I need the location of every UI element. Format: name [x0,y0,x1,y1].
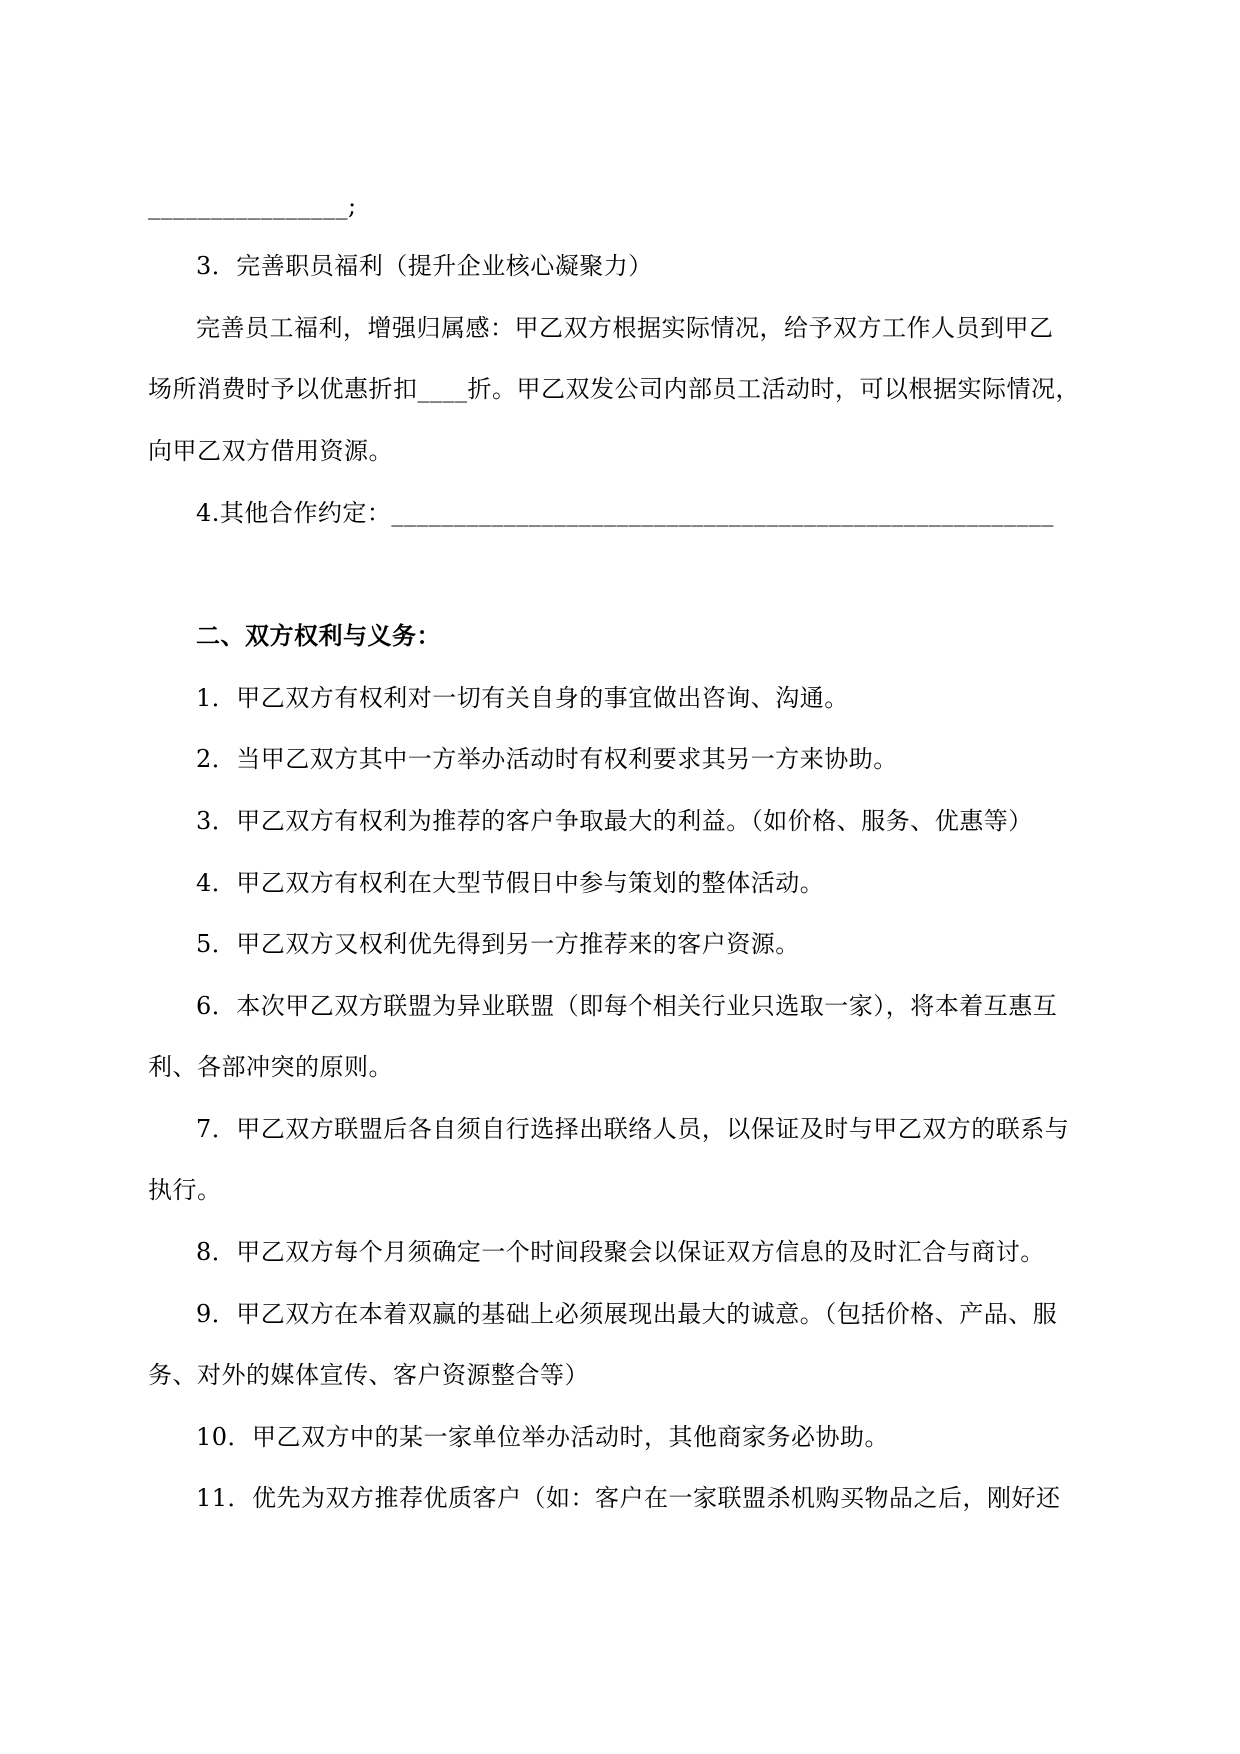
list-item-continuation: 务、对外的媒体宣传、客户资源整合等） [148,1361,589,1389]
list-item: 4．甲乙双方有权利在大型节假日中参与策划的整体活动。 [196,869,825,897]
list-item: 7．甲乙双方联盟后各自须自行选择出联络人员，以保证及时与甲乙双方的联系与 [196,1115,1070,1143]
list-item: 11．优先为双方推荐优质客户（如：客户在一家联盟杀机购买物品之后，刚好还 [196,1484,1061,1512]
list-item: 5．甲乙双方又权利优先得到另一方推荐来的客户资源。 [196,930,800,958]
list-item: 10．甲乙双方中的某一家单位举办活动时，其他商家务必协助。 [196,1423,890,1451]
list-item: 3．甲乙双方有权利为推荐的客户争取最大的利益。（如价格、服务、优惠等） [196,807,1033,835]
list-item: 9．甲乙双方在本着双赢的基础上必须展现出最大的诚意。（包括价格、产品、服 [196,1300,1058,1328]
list-item-continuation: 执行。 [148,1176,222,1204]
list-item: 2．当甲乙双方其中一方举办活动时有权利要求其另一方来协助。 [196,745,898,773]
paragraph-line: 完善员工福利，增强归属感：甲乙双方根据实际情况，给予双方工作人员到甲乙 [196,314,1054,342]
item-3-heading: 3．完善职员福利（提升企业核心凝聚力） [196,252,653,280]
blank-line: ________________; [148,192,357,220]
list-item: 8．甲乙双方每个月须确定一个时间段聚会以保证双方信息的及时汇合与商讨。 [196,1238,1045,1266]
section-heading: 二、双方权利与义务： [196,622,441,650]
list-item-continuation: 利、各部冲突的原则。 [148,1053,393,1081]
item-4-line: 4.其他合作约定：_____________________________________________________ [196,499,1054,527]
paragraph-line: 场所消费时予以优惠折扣____折。甲乙双发公司内部员工活动时，可以根据实际情况， [148,375,1080,403]
paragraph-line: 向甲乙双方借用资源。 [148,437,393,465]
list-item: 6．本次甲乙双方联盟为异业联盟（即每个相关行业只选取一家），将本着互惠互 [196,992,1058,1020]
list-item: 1．甲乙双方有权利对一切有关自身的事宜做出咨询、沟通。 [196,684,849,712]
